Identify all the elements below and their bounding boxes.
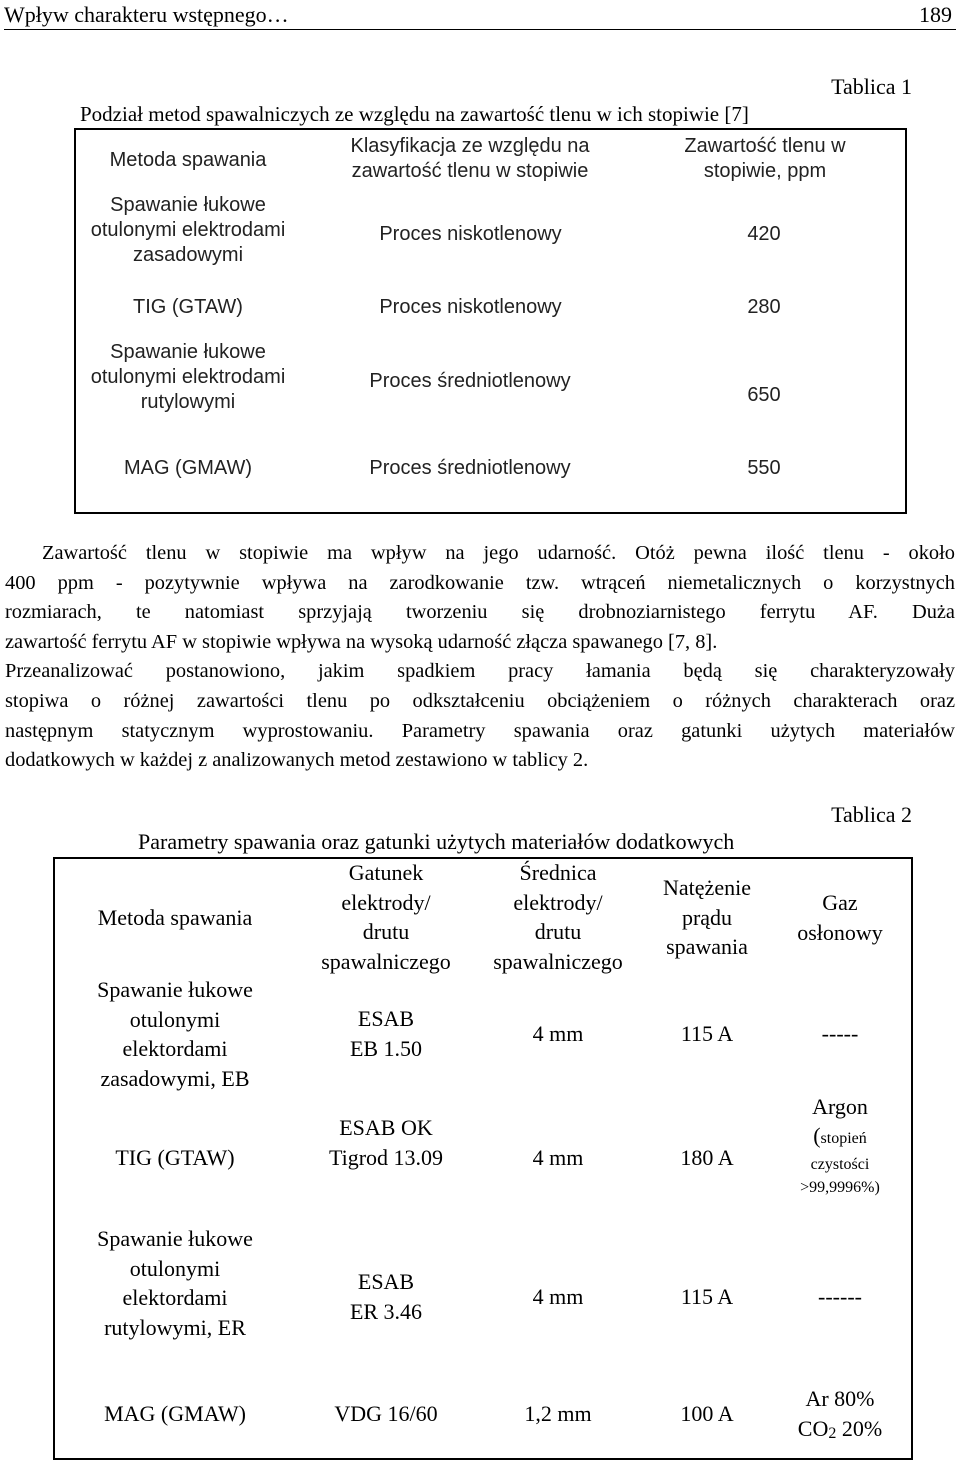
running-header-title: Wpływ charakteru wstępnego… — [4, 2, 289, 27]
page-number: 189 — [919, 2, 952, 27]
table1-cell-method-line: Spawanie łukowe — [110, 341, 266, 363]
table2-header-current-line: prądu — [681, 904, 733, 930]
table2-header-grade — [300, 858, 472, 976]
table2-caption: Parametry spawania oraz gatunki użytych materiałów dodatkowych — [138, 829, 735, 854]
table1-cell-method-line: rutylowymi — [140, 391, 236, 413]
table1-header-classification — [318, 134, 622, 184]
table2-cell-grade: VDG 16/60 — [334, 1401, 438, 1426]
table2-cell-diameter: 4 mm — [532, 1021, 584, 1046]
table2-cell-current: 115 A — [680, 1284, 734, 1309]
table2-cell-gas-line: czystości — [810, 1156, 870, 1173]
table2-cell-current: 115 A — [680, 1021, 734, 1046]
table2-header-current-line: spawania — [666, 934, 748, 959]
paragraph-line: 400 ppm - pozytywnie wpływa na zarodkowanie tzw. wtrąceń niemetalicznych o korzystnych — [5, 571, 955, 594]
table2-cell-method — [60, 975, 290, 1093]
table2-cell-diameter: 1,2 mm — [524, 1401, 592, 1426]
table2-cell-method: MAG (GMAW) — [104, 1401, 246, 1426]
table1-cell-method — [66, 193, 310, 268]
table1-cell-oxygen: 280 — [747, 296, 781, 318]
table2-cell-gas-line: (stopień — [813, 1123, 867, 1148]
table1-cell-method-line: Spawanie łukowe — [110, 194, 266, 216]
table2-label: Tablica 2 — [831, 802, 912, 827]
table2-cell-diameter: 4 mm — [532, 1284, 584, 1309]
paragraph-line: dodatkowych w każdej z analizowanych metod zestawiono w tablicy 2. — [5, 749, 589, 772]
table2-header-grade-line: spawalniczego — [321, 948, 451, 974]
table1-cell-classification: Proces średniotlenowy — [369, 457, 571, 479]
table2-cell-method-line: Spawanie łukowe — [97, 1226, 253, 1251]
table1-cell-classification: Proces średniotlenowy — [369, 370, 571, 392]
table1-header-classification-line: zawartość tlenu w stopiwie — [351, 160, 589, 182]
table2-cell-method-line: rutylowymi, ER — [104, 1314, 246, 1340]
table2-header-diameter-line: Średnica — [519, 860, 597, 885]
table1-header-oxygen-line: stopiwie, ppm — [703, 160, 827, 182]
table2-cell-method — [60, 1224, 290, 1342]
table1-cell-method-line: zasadowymi — [132, 244, 244, 266]
table2-header-diameter — [472, 858, 644, 976]
table2-cell-method-line: elektordami — [122, 1036, 228, 1061]
table2-cell-method: TIG (GTAW) — [115, 1145, 235, 1170]
table2-cell-grade-line: ESAB — [357, 1269, 415, 1294]
paragraph-line: rozmiarach, te natomiast sprzyjają tworzeniu się drobnoziarnistego ferrytu AF. Duża — [5, 601, 955, 624]
table2-header-gas-line: Gaz — [822, 890, 858, 915]
table2-cell-gas: ------ — [818, 1284, 862, 1309]
table1-cell-oxygen: 650 — [747, 384, 781, 406]
table1-caption: Podział metod spawalniczych ze względu na zawartość tlenu w ich stopiwie [7] — [80, 102, 749, 126]
table2-cell-grade-line: ESAB OK — [339, 1115, 433, 1140]
table2-cell-gas: ----- — [821, 1021, 859, 1046]
table2-cell-current: 180 A — [680, 1145, 734, 1170]
table1-cell-method: TIG (GTAW) — [133, 296, 243, 318]
table2-header-grade-line: elektrody/ — [341, 889, 431, 915]
table2-header-grade-line: Gatunek — [348, 860, 424, 885]
table2-cell-diameter: 4 mm — [532, 1145, 584, 1170]
table2-cell-gas — [772, 1384, 908, 1448]
paragraph-line: stopiwa o różnej zawartości tlenu po odkształceniu obciążeniem o różnych charakterach oraz — [5, 689, 955, 712]
table2-cell-current: 100 A — [680, 1401, 734, 1426]
table2-cell-grade-line: Tigrod 13.09 — [328, 1144, 444, 1170]
table1-label: Tablica 1 — [831, 74, 912, 99]
table1-cell-method — [66, 340, 310, 415]
paragraph-line: następnym statycznym wyprostowaniu. Parametry spawania oraz gatunki użytych materiałów — [5, 719, 955, 742]
paragraph-line: Zawartość tlenu w stopiwie ma wpływ na jego udarność. Otóż pewna ilość tlenu - około — [42, 542, 955, 564]
table2-header-current — [640, 873, 774, 962]
table2-cell-grade-line: ESAB — [357, 1006, 415, 1031]
table1-cell-classification: Proces niskotlenowy — [379, 296, 562, 318]
table2-cell-method-line: otulonymi — [129, 1255, 221, 1281]
table2-header-diameter-line: drutu — [534, 919, 582, 944]
body-paragraph — [5, 539, 955, 776]
table2-header-diameter-line: spawalniczego — [493, 948, 623, 974]
table1-header-oxygen-line: Zawartość tlenu w — [684, 135, 846, 157]
table2-cell-method-line: otulonymi — [129, 1006, 221, 1032]
table2-cell-grade — [300, 1113, 472, 1172]
table2-cell-method-line: elektordami — [122, 1285, 228, 1310]
table1-cell-classification: Proces niskotlenowy — [379, 223, 562, 245]
table2-header-current-line: Natężenie — [663, 875, 751, 900]
table2-cell-gas-line: Ar 80% — [805, 1386, 875, 1411]
table2-cell-method-line: zasadowymi, EB — [100, 1065, 250, 1091]
table1-cell-oxygen: 550 — [747, 457, 781, 479]
table2-cell-gas-line: >99,9996%) — [800, 1179, 880, 1196]
table2-cell-method-line: Spawanie łukowe — [97, 977, 253, 1002]
paragraph-line: Przeanalizować postanowiono, jakim spadkiem pracy łamania będą się charakteryzowały — [5, 660, 955, 683]
table2-cell-grade-line: EB 1.50 — [349, 1035, 423, 1061]
header-rule — [4, 29, 956, 30]
table2-cell-grade-line: ER 3.46 — [349, 1298, 423, 1324]
table2-header-method: Metoda spawania — [97, 905, 253, 930]
table2-cell-gas-line: Argon — [812, 1094, 868, 1119]
table1-header-method: Metoda spawania — [109, 149, 267, 171]
table2-header-gas-line: osłonowy — [797, 919, 883, 945]
table1-cell-method-line: otulonymi elektrodami — [90, 219, 286, 241]
table2-header-diameter-line: elektrody/ — [513, 889, 603, 915]
table2-header-grade-line: drutu — [362, 919, 410, 944]
table1-header-oxygen — [655, 134, 875, 184]
table1-header-classification-line: Klasyfikacja ze względu na — [350, 135, 590, 157]
table2-cell-gas-line: $CO_2$ 20% — [797, 1415, 883, 1442]
table2-cell-gas — [772, 1092, 908, 1199]
table2-header-gas — [772, 888, 908, 947]
table1-cell-oxygen: 420 — [747, 223, 781, 245]
paragraph-line: zawartość ferrytu AF w stopiwie wpływa na wysoką udarność złącza spawanego [7, 8]. — [5, 630, 718, 653]
table2-cell-grade — [300, 1267, 472, 1326]
table1-cell-method-line: otulonymi elektrodami — [90, 366, 286, 388]
table1-cell-method: MAG (GMAW) — [123, 457, 253, 479]
table2-cell-grade — [300, 1004, 472, 1063]
